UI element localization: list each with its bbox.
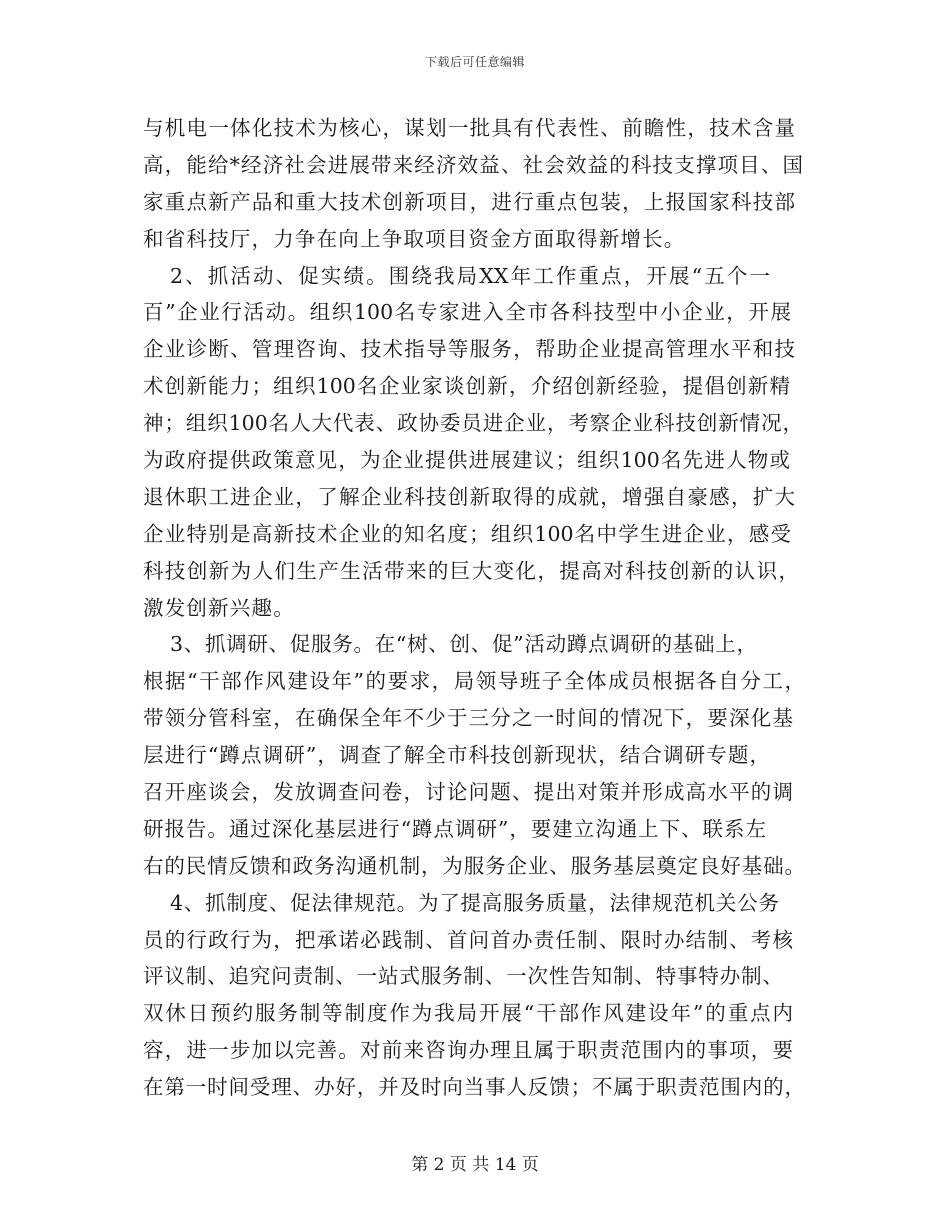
text-line: 层进行“蹲点调研”，调查了解全市科技创新现状，结合调研专题， xyxy=(143,743,770,768)
paragraph-start-line: 3、抓调研、促服务。在“树、创、促”活动蹲点调研的基础上， xyxy=(170,632,757,657)
text-line: 高，能给*经济社会进展带来经济效益、社会效益的科技支撑项目、国 xyxy=(143,152,803,177)
text-line: 右的民情反馈和政务沟通机制，为服务企业、服务基层奠定良好基础。 xyxy=(143,853,805,878)
paragraph-start-line: 2、抓活动、促实绩。围绕我局XX年工作重点，开展“五个一 xyxy=(170,263,770,288)
text-line: 双休日预约服务制等制度作为我局开展“干部作风建设年”的重点内 xyxy=(143,1001,793,1026)
text-line: 百”企业行活动。组织100名专家进入全市各科技型中小企业，开展 xyxy=(143,300,791,325)
text-line: 根据“干部作风建设年”的要求，局领导班子全体成员根据各自分工， xyxy=(143,669,805,694)
text-line: 容，进一步加以完善。对前来咨询办理且属于职责范围内的事项，要 xyxy=(143,1038,793,1063)
text-line: 家重点新产品和重大技术创新项目，进行重点包装，上报国家科技部 xyxy=(143,189,795,214)
text-line: 和省科技厅，力争在向上争取项目资金方面取得新增长。 xyxy=(143,226,686,251)
text-line: 研报告。通过深化基层进行“蹲点调研”，要建立沟通上下、联系左 xyxy=(143,816,766,841)
text-line: 企业特别是高新技术企业的知名度；组织100名中学生进企业，感受 xyxy=(143,521,791,546)
text-line: 员的行政行为，把承诺必践制、首问首办责任制、限时办结制、考核 xyxy=(143,927,793,952)
page-header-note: 下载后可任意编辑 xyxy=(424,55,525,69)
text-line: 为政府提供政策意见，为企业提供进展建议；组织100名先进人物或 xyxy=(143,448,790,473)
text-line: 激发创新兴趣。 xyxy=(143,595,295,620)
text-line: 召开座谈会，发放调查问卷，讨论问题、提出对策并形成高水平的调 xyxy=(143,780,793,805)
text-line: 术创新能力；组织100名企业家谈创新，介绍创新经验，提倡创新精 xyxy=(143,374,790,399)
text-line: 企业诊断、管理咨询、技术指导等服务，帮助企业提高管理水平和技 xyxy=(143,337,795,362)
text-line: 神；组织100名人大代表、政协委员进企业，考察企业科技创新情况， xyxy=(143,411,803,436)
text-line: 评议制、追究问责制、一站式服务制、一次性告知制、特事特办制、 xyxy=(143,964,783,989)
paragraph-start-line: 4、抓制度、促法律规范。为了提高服务质量，法律规范机关公务 xyxy=(170,890,779,915)
text-line: 与机电一体化技术为核心，谋划一批具有代表性、前瞻性，技术含量 xyxy=(143,116,795,140)
text-line: 带领分管科室，在确保全年不少于三分之一时间的情况下，要深化基 xyxy=(143,706,793,731)
page-number: 第 2 页 共 14 页 xyxy=(411,1155,539,1175)
text-line: 在第一时间受理、办好，并及时向当事人反馈；不属于职责范围内的， xyxy=(143,1075,805,1100)
text-line: 退休职工进企业，了解企业科技创新取得的成就，增强自豪感，扩大 xyxy=(143,484,795,509)
document-body xyxy=(0,110,950,1106)
text-line: 科技创新为人们生产生活带来的巨大变化，提高对科技创新的认识， xyxy=(143,558,799,583)
